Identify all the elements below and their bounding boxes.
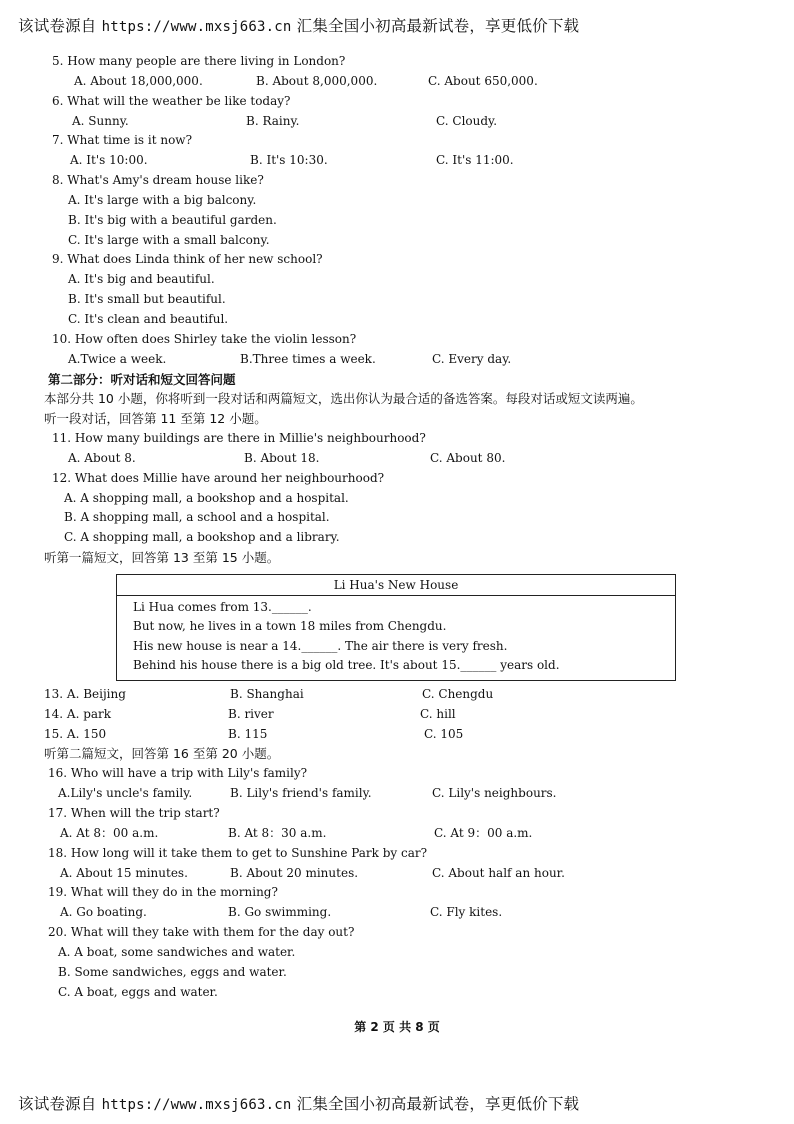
question-text: 8. What's Amy's dream house like?	[52, 173, 264, 188]
option-c: C. 105	[424, 726, 464, 741]
option-c: C. Every day.	[432, 351, 512, 366]
option-9c	[48, 310, 758, 330]
options-10	[48, 350, 758, 370]
option-c: C. A boat, eggs and water.	[58, 984, 218, 999]
options-6	[48, 112, 758, 132]
question-text: 18. How long will it take them to get to Sunshine Park by car?	[48, 845, 428, 860]
passage-line: But now, he lives in a town 18 miles from Chengdu.	[133, 619, 447, 634]
option-20b	[48, 963, 758, 983]
passage-line: Li Hua comes from 13.______.	[133, 599, 312, 614]
option-a: A. It's big and beautiful.	[68, 272, 215, 287]
option-c: C. A shopping mall, a bookshop and a library.	[64, 530, 340, 545]
banner-url[interactable]: https://www.mxsj663.cn	[101, 19, 292, 35]
option-a: A. Go boating.	[60, 905, 147, 920]
question-text: 20. What will they take with them for the day out?	[48, 925, 355, 940]
option-9b	[48, 290, 758, 310]
section-2-title: 第二部分：听对话和短文回答问题	[48, 371, 236, 387]
question-11	[48, 429, 758, 449]
passage-line: His new house is near a 14.______. The air there is very fresh.	[133, 638, 508, 653]
source-banner-bottom	[18, 1092, 579, 1114]
option-12b	[48, 508, 758, 528]
question-text: 10. How often does Shirley take the violin lesson?	[52, 331, 357, 346]
option-8b	[48, 211, 758, 231]
option-a: A. A shopping mall, a bookshop and a hospital.	[64, 490, 349, 505]
option-b: B. It's small but beautiful.	[68, 292, 226, 307]
option-b: B. river	[228, 706, 274, 721]
option-12c	[48, 528, 758, 548]
passage-1-intro: 听第一篇短文，回答第 13 至第 15 小题。	[44, 550, 280, 566]
question-text: 16. Who will have a trip with Lily's family?	[48, 766, 308, 781]
option-c: C. It's clean and beautiful.	[68, 311, 229, 326]
question-19	[48, 883, 758, 903]
options-16	[48, 784, 758, 804]
section-2-intro: 本部分共 10 小题，你将听到一段对话和两篇短文，选出你认为最合适的备选答案。每段对话或短文读两遍。	[44, 391, 643, 407]
option-20c	[48, 983, 758, 1003]
option-a: A. It's 10:00.	[70, 153, 148, 168]
question-15	[44, 725, 758, 745]
options-11	[48, 449, 758, 469]
question-17	[48, 804, 758, 824]
question-6	[48, 92, 758, 112]
option-b: B. 115	[228, 726, 268, 741]
option-8a	[48, 191, 758, 211]
option-12a	[48, 489, 758, 509]
question-5	[48, 52, 758, 72]
question-8	[48, 171, 758, 191]
option-a: A. About 18,000,000.	[74, 73, 203, 88]
question-14	[44, 705, 758, 725]
option-c: C. Chengdu	[422, 686, 494, 701]
option-b: B. Rainy.	[246, 113, 300, 128]
question-text: 11. How many buildings are there in Millie's neighbourhood?	[52, 431, 426, 446]
question-20	[48, 923, 758, 943]
options-7	[48, 151, 758, 171]
option-a: A. About 15 minutes.	[60, 865, 188, 880]
option-b: B. Lily's friend's family.	[230, 786, 372, 801]
passage-box-title: Li Hua's New House	[117, 575, 675, 596]
options-17	[48, 824, 758, 844]
option-b: B.Three times a week.	[240, 351, 376, 366]
passage-2-intro: 听第二篇短文，回答第 16 至第 20 小题。	[44, 746, 280, 762]
passage-box	[116, 574, 676, 681]
question-text: 14. A. park	[44, 706, 112, 721]
banner-suffix: 汇集全国小初高最新试卷，享更低价下载	[296, 17, 580, 35]
option-b: B. About 8,000,000.	[256, 73, 378, 88]
option-b: B. Some sandwiches, eggs and water.	[58, 964, 287, 979]
question-text: 17. When will the trip start?	[48, 806, 220, 820]
question-13	[44, 685, 758, 705]
options-19	[48, 903, 758, 923]
question-text: 12. What does Millie have around her neighbourhood?	[52, 470, 385, 485]
question-text: 19. What will they do in the morning?	[48, 885, 278, 900]
question-text: 7. What time is it now?	[52, 133, 193, 148]
question-12	[48, 469, 758, 489]
option-9a	[48, 270, 758, 290]
question-7	[48, 131, 758, 151]
question-16	[48, 764, 758, 784]
option-b: B. At 8：30 a.m.	[228, 825, 327, 840]
option-c: C. Lily's neighbours.	[432, 786, 557, 801]
page-number: 第 2 页 共 8 页	[354, 1020, 440, 1034]
dialog-intro: 听一段对话，回答第 11 至第 12 小题。	[44, 411, 267, 427]
option-a: A. About 8.	[68, 450, 136, 465]
option-c: C. Fly kites.	[430, 905, 503, 920]
option-c: C. About 650,000.	[428, 73, 538, 88]
option-b: B. Go swimming.	[228, 905, 332, 920]
exam-content	[44, 52, 758, 1002]
option-c: C. Cloudy.	[436, 113, 498, 128]
option-c: C. hill	[420, 706, 456, 721]
option-c: C. It's large with a small balcony.	[68, 232, 270, 247]
option-a: A.Twice a week.	[68, 351, 167, 366]
option-a: A. Sunny.	[72, 113, 129, 128]
option-a: A. A boat, some sandwiches and water.	[58, 944, 296, 959]
option-c: C. At 9：00 a.m.	[434, 825, 533, 840]
option-c: C. It's 11:00.	[436, 153, 514, 168]
option-b: B. It's 10:30.	[250, 153, 328, 168]
option-c: C. About half an hour.	[432, 865, 565, 880]
option-b: B. Shanghai	[230, 686, 304, 701]
banner-suffix: 汇集全国小初高最新试卷，享更低价下载	[296, 1095, 580, 1113]
option-a: A. At 8：00 a.m.	[60, 825, 159, 840]
options-5	[48, 72, 758, 92]
option-20a	[48, 943, 758, 963]
question-text: 6. What will the weather be like today?	[52, 93, 291, 108]
passage-line: Behind his house there is a big old tree. It's about 15.______ years old.	[133, 658, 560, 673]
option-b: B. It's big with a beautiful garden.	[68, 212, 277, 227]
option-8c	[48, 231, 758, 251]
question-18	[48, 844, 758, 864]
passage-box-body	[117, 596, 675, 680]
question-text: 9. What does Linda think of her new school?	[52, 252, 323, 267]
option-a: A. It's large with a big balcony.	[68, 192, 257, 207]
banner-prefix: 该试卷源自	[18, 1095, 97, 1113]
options-18	[48, 864, 758, 884]
question-text: 13. A. Beijing	[44, 686, 126, 701]
option-c: C. About 80.	[430, 450, 506, 465]
option-b: B. A shopping mall, a school and a hospital.	[64, 510, 330, 525]
option-a: A.Lily's uncle's family.	[58, 786, 193, 801]
option-b: B. About 18.	[244, 450, 320, 465]
banner-url[interactable]: https://www.mxsj663.cn	[101, 1097, 292, 1113]
question-text: 5. How many people are there living in London?	[52, 54, 346, 68]
question-10	[48, 330, 758, 350]
question-9	[48, 250, 758, 270]
banner-prefix: 该试卷源自	[18, 17, 97, 35]
option-b: B. About 20 minutes.	[230, 865, 359, 880]
question-text: 15. A. 150	[44, 726, 107, 741]
source-banner-top	[18, 14, 579, 36]
